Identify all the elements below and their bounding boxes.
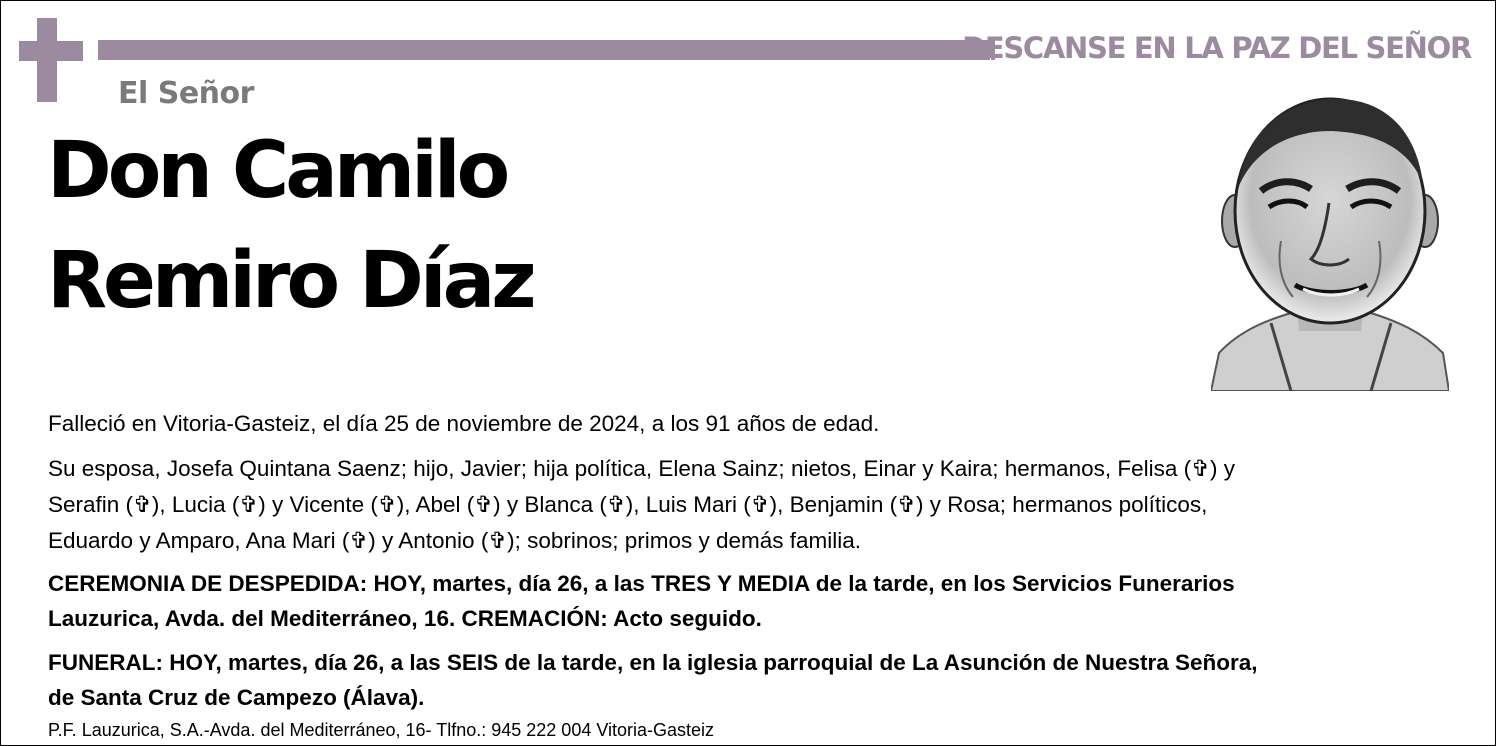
cross-icon — [19, 18, 83, 102]
funeral-line-1: FUNERAL: HOY, martes, día 26, a las SEIS de la tarde, en la iglesia parroquial de La Asunción de Nuestra Señora, — [48, 650, 1258, 675]
funeral-line-2: de Santa Cruz de Campezo (Álava). — [48, 685, 425, 710]
banner-text: DESCANSE EN LA PAZ DEL SEÑOR — [962, 31, 1471, 65]
funeral-home-footer: P.F. Lauzurica, S.A.-Avda. del Mediterráneo, 16- Tlfno.: 945 222 004 Vitoria-Gasteiz — [48, 720, 715, 740]
death-announcement: Falleció en Vitoria-Gasteiz, el día 25 de noviembre de 2024, a los 91 años de edad. — [48, 411, 880, 436]
deceased-name-line1: Don Camilo — [47, 126, 507, 216]
deceased-prefix: El Señor — [118, 76, 254, 111]
deceased-name-line2: Remiro Díaz — [47, 236, 533, 326]
portrait-photo — [1211, 91, 1449, 391]
family-line-2: Serafin (✞), Lucia (✞) y Vicente (✞), Abel (✞) y Blanca (✞), Luis Mari (✞), Benjamin (✞) y Rosa; hermanos políticos, — [48, 492, 1208, 517]
family-line-3: Eduardo y Amparo, Ana Mari (✞) y Antonio (✞); sobrinos; primos y demás familia. — [48, 528, 862, 553]
ceremony-line-1: CEREMONIA DE DESPEDIDA: HOY, martes, día 26, a las TRES Y MEDIA de la tarde, en los Servicios Funerarios — [48, 571, 1235, 596]
header-rule — [98, 40, 990, 60]
family-line-1: Su esposa, Josefa Quintana Saenz; hijo, Javier; hija política, Elena Sainz; nietos, Einar y Kaira; hermanos, Felisa (✞) y — [48, 456, 1235, 481]
ceremony-line-2: Lauzurica, Avda. del Mediterráneo, 16. CREMACIÓN: Acto seguido. — [48, 606, 762, 631]
